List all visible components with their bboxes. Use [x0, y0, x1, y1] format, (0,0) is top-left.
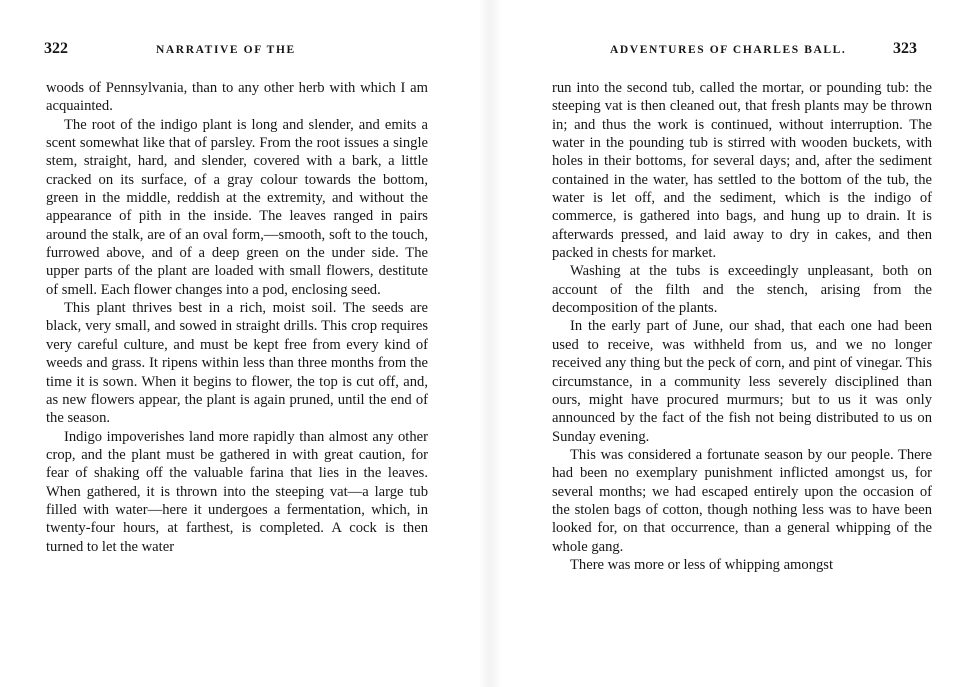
right-paragraph-5: There was more or less of whipping amongst	[570, 556, 834, 573]
right-paragraph-3: In the early part of June, our shad, that each one had been used to receive, was withheld from us, and we no longer received any thing but the peck of corn, and pint of vinegar. This circumstance, in a community less severely disciplined than ours, might have procured murmurs; but to us it was only announced by the fact of the fish not being distributed to us on Sunday evening.	[552, 318, 932, 445]
right-page	[490, 0, 980, 687]
left-paragraph-1: woods of Pennsylvania, than to any other herb with which I am acquainted.	[46, 80, 428, 115]
left-paragraph-2: The root of the indigo plant is long and slender, and emits a scent somewhat like that of parsley. From the root issues a single stem, straight, hard, and slender, covered with a bark, a little cracked on its surface, of a gray colour towards the bottom, green in the middle, reddish at the extremity, and without the appearance of pith in the inside. The leaves ranged in pairs around the stalk, are of an oval form,—smooth, soft to the touch, furrowed above, and of a deep green on the under side. The upper parts of the plant are loaded with small flowers, destitute of smell. Each flower changes into a pod, enclosing seed.	[46, 116, 428, 298]
right-page-text	[552, 79, 932, 574]
left-running-head: NARRATIVE OF THE	[156, 44, 296, 56]
right-paragraph-4: This was considered a fortunate season by our people. There had been no exemplary punishment inflicted amongst us, for several months; we had escaped entirely upon the occasion of the stolen bags of cotton, though nothing less was to have been looked for, on that occurrence, than a general whipping of the whole gang.	[552, 446, 932, 555]
right-paragraph-2: Washing at the tubs is exceedingly unpleasant, both on account of the filth and the stench, arising from the decomposition of the plants.	[552, 263, 932, 317]
left-paragraph-3: This plant thrives best in a rich, moist soil. The seeds are black, very small, and sowed in straight drills. This crop requires very careful culture, and must be kept free from every kind of weeds and grass. It ripens within less than three months from the time it is sown. When it begins to flower, the top is cut off, and, as new flowers appear, the plant is again pruned, until the end of the season.	[46, 300, 428, 427]
right-page-number: 323	[893, 40, 917, 57]
right-paragraph-1: run into the second tub, called the mortar, or pounding tub: the steeping vat is then cleaned out, that fresh plants may be thrown in; and thus the work is continued, without interruption. The water in the pounding tub is stirred with wooden buckets, with holes in their bottoms, for several days; and, after the sediment contained in the water, has settled to the bottom of the tub, the water is let off, and the sediment, which is the indigo of commerce, is gathered into bags, and hung up to drain. It is afterwards pressed, and laid away to dry in cakes, and then packed in chests for market.	[552, 80, 932, 262]
left-page-number: 322	[44, 40, 68, 57]
right-running-head: ADVENTURES OF CHARLES BALL.	[610, 44, 847, 56]
left-page-text	[46, 79, 428, 556]
left-paragraph-4: Indigo impoverishes land more rapidly than almost any other crop, and the plant must be gathered in with great caution, for fear of shaking off the valuable farina that lies in the leaves. When gathered, it is thrown into the steeping vat—a large tub filled with water—here it undergoes a fermentation, which, in twenty-four hours, at farthest, is completed. A cock is then turned to let the water	[46, 428, 428, 555]
